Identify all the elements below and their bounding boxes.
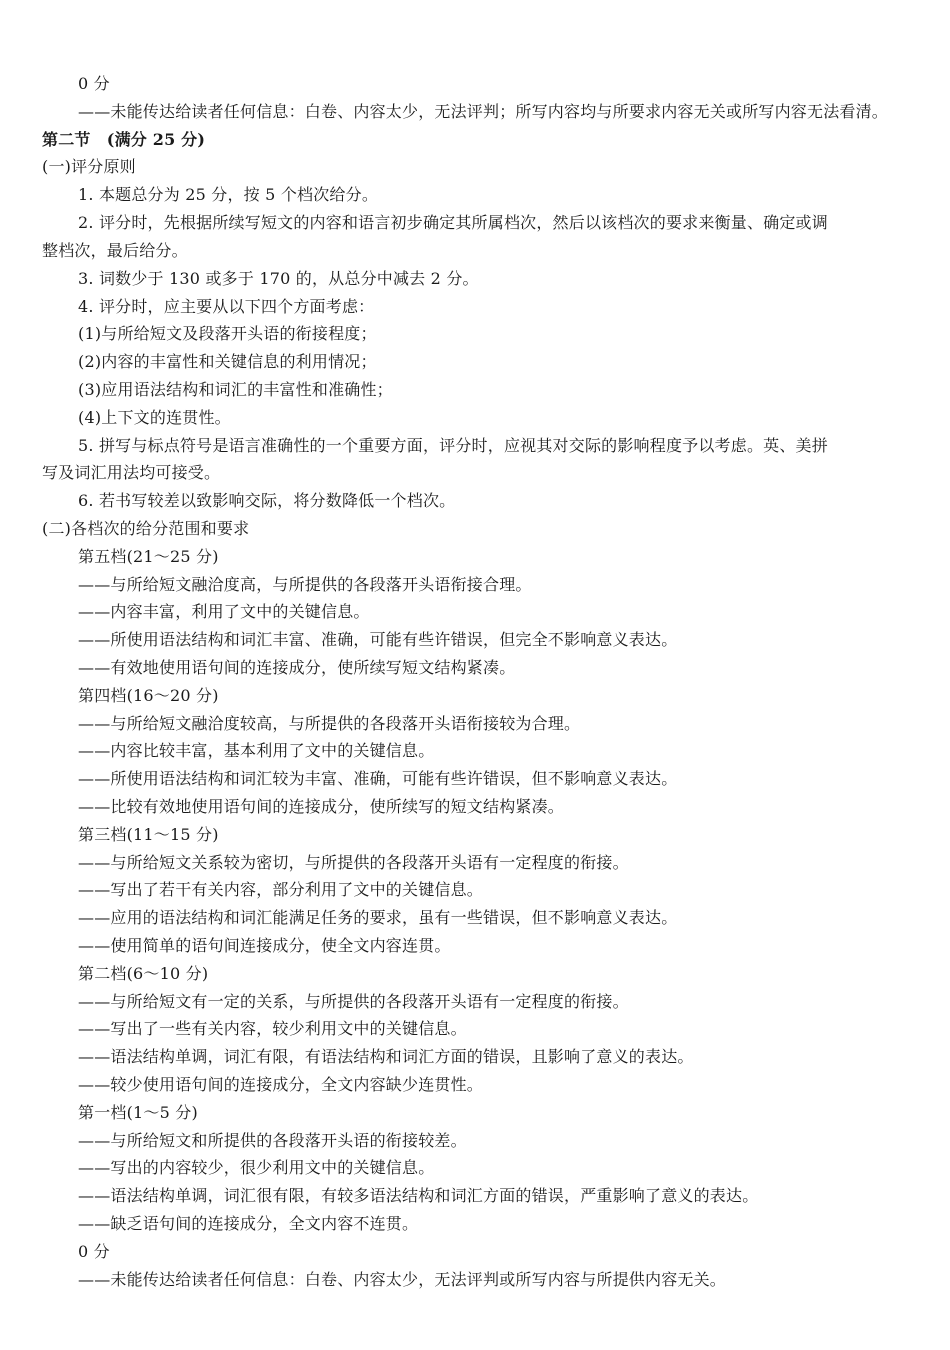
rule-5-line-1: 5. 拼写与标点符号是语言准确性的一个重要方面，评分时，应视其对交际的影响程度予以考虑。英、美拼 <box>78 436 828 455</box>
level-label: 第四档(16～20 分) <box>78 686 219 705</box>
level-item: ——缺乏语句间的连接成分，全文内容不连贯。 <box>78 1214 419 1233</box>
level-item: ——语法结构单调，词汇有限，有语法结构和词汇方面的错误，且影响了意义的表达。 <box>78 1047 694 1066</box>
level-item: ——较少使用语句间的连接成分，全文内容缺少连贯性。 <box>78 1075 484 1094</box>
level-item: ——与所给短文有一定的关系，与所提供的各段落开头语有一定程度的衔接。 <box>78 992 629 1011</box>
rule-4-item: (1)与所给短文及段落开头语的衔接程度； <box>78 324 377 343</box>
level-item: ——写出了一些有关内容，较少利用文中的关键信息。 <box>78 1019 467 1038</box>
level-item: ——写出的内容较少，很少利用文中的关键信息。 <box>78 1158 435 1177</box>
level-item: ——有效地使用语句间的连接成分，使所续写短文结构紧凑。 <box>78 658 516 677</box>
rule-1: 1. 本题总分为 25 分，按 5 个档次给分。 <box>78 185 379 204</box>
level-item: ——内容丰富，利用了文中的关键信息。 <box>78 602 370 621</box>
level-item: ——与所给短文融洽度较高，与所提供的各段落开头语衔接较为合理。 <box>78 714 581 733</box>
level-item: ——与所给短文融洽度高，与所提供的各段落开头语衔接合理。 <box>78 575 532 594</box>
section-title: 第二节 (满分 25 分) <box>42 130 206 149</box>
level-item: ——内容比较丰富，基本利用了文中的关键信息。 <box>78 741 435 760</box>
principles-heading: (一)评分原则 <box>42 157 136 176</box>
level-label: 第二档(6～10 分) <box>78 964 209 983</box>
level-item: ——所使用语法结构和词汇丰富、准确，可能有些许错误，但完全不影响意义表达。 <box>78 630 678 649</box>
rule-6: 6. 若书写较差以致影响交际，将分数降低一个档次。 <box>78 491 456 510</box>
level-item: ——使用简单的语句间连接成分，使全文内容连贯。 <box>78 936 451 955</box>
prev-zero-desc: ——未能传达给读者任何信息：白卷、内容太少，无法评判；所写内容均与所要求内容无关或所写内容无法看清。 <box>78 102 889 121</box>
rule-4-item: (2)内容的丰富性和关键信息的利用情况； <box>78 352 377 371</box>
level-label: 第一档(1～5 分) <box>78 1103 198 1122</box>
levels-heading: (二)各档次的给分范围和要求 <box>42 519 250 538</box>
level-item: ——写出了若干有关内容，部分利用了文中的关键信息。 <box>78 880 484 899</box>
zero-desc: ——未能传达给读者任何信息：白卷、内容太少，无法评判或所写内容与所提供内容无关。 <box>78 1270 727 1289</box>
prev-zero-label: 0 分 <box>78 74 110 93</box>
rule-3: 3. 词数少于 130 或多于 170 的，从总分中减去 2 分。 <box>78 269 479 288</box>
level-item: ——应用的语法结构和词汇能满足任务的要求，虽有一些错误，但不影响意义表达。 <box>78 908 678 927</box>
level-item: ——比较有效地使用语句间的连接成分，使所续写的短文结构紧凑。 <box>78 797 565 816</box>
rule-4-item: (3)应用语法结构和词汇的丰富性和准确性； <box>78 380 393 399</box>
rule-2-line-1: 2. 评分时，先根据所续写短文的内容和语言初步确定其所属档次，然后以该档次的要求来衡量、确定或调 <box>78 213 828 232</box>
zero-label: 0 分 <box>78 1242 110 1261</box>
level-item: ——与所给短文关系较为密切，与所提供的各段落开头语有一定程度的衔接。 <box>78 853 629 872</box>
rule-4: 4. 评分时，应主要从以下四个方面考虑： <box>78 297 375 316</box>
rule-2-line-2: 整档次，最后给分。 <box>42 241 188 260</box>
rule-4-item: (4)上下文的连贯性。 <box>78 408 231 427</box>
level-label: 第三档(11～15 分) <box>78 825 219 844</box>
level-item: ——与所给短文和所提供的各段落开头语的衔接较差。 <box>78 1131 467 1150</box>
rule-5-line-2: 写及词汇用法均可接受。 <box>42 463 221 482</box>
level-label: 第五档(21～25 分) <box>78 547 219 566</box>
level-item: ——语法结构单调，词汇很有限，有较多语法结构和词汇方面的错误，严重影响了意义的表达。 <box>78 1186 759 1205</box>
level-item: ——所使用语法结构和词汇较为丰富、准确，可能有些许错误，但不影响意义表达。 <box>78 769 678 788</box>
